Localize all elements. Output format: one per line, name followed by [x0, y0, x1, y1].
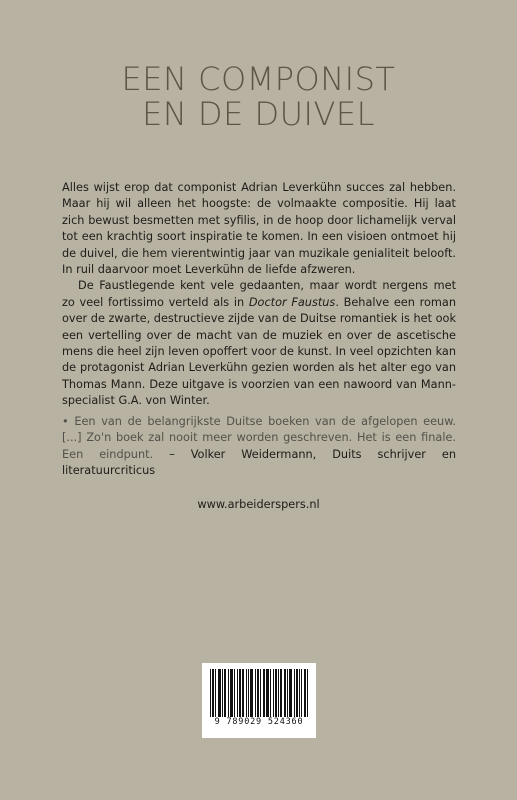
barcode: [202, 663, 316, 738]
isbn-number: 9 789029 524360: [214, 717, 304, 727]
book-title-italic: Doctor Faustus: [248, 295, 336, 309]
paragraph-2-before: De Faustlegende kent vele gedaanten, maar wordt nergens met zo veel fortissimo verteld als in: [62, 279, 456, 309]
publisher-website: www.arbeiderspers.nl: [197, 498, 320, 511]
quote-text: Een van de belangrijkste Duitse boeken van de afgelopen eeuw. [...] Zo'n boek zal nooit meer worden geschreven. Het is een finale. Een eindpunt.: [62, 415, 457, 461]
blurb-paragraph-1: Alles wijst erop dat componist Adrian Leverkühn succes zal hebben. Maar hij wil alleen het hoogste: de volmaakte compositie. Hij laat zich bewust besmetten met syfilis, in de hoop door lichamelijk verval tot een krachtig soort inspiratie te komen. In een visioen ontmoet hij de duivel, die hem vierentwintig jaar van muzikale genialiteit belooft. In ruil daarvoor moet Leverkühn de liefde afzweren.: [62, 181, 456, 277]
book-title: [0, 62, 517, 132]
title-line-2: EN DE DUIVEL: [142, 95, 375, 133]
barcode-bars: [210, 669, 308, 717]
quote-attribution: – Volker Weidermann, Duits schrijver en literatuurcriticus: [62, 447, 457, 478]
title-line-1: EEN COMPONIST: [121, 60, 396, 98]
blurb: [62, 180, 456, 410]
paragraph-2-after: . Behalve een roman over de zwarte, destructieve zijde van de Duitse romantiek is het ook een vertelling over de macht van de muziek en over de ascetische mens die heel zijn leven opoffert voor de kunst. In veel opzichten kan de protagonist Adrian Leverkühn gezien worden als het alter ego van Thomas Mann. Deze uitgave is voorzien van een nawoord van Mann-specialist G.A. von Winter.: [62, 295, 457, 408]
quote-bullet: •: [62, 415, 69, 428]
blurb-paragraph-2: [62, 278, 456, 409]
review-quote: [62, 414, 456, 480]
